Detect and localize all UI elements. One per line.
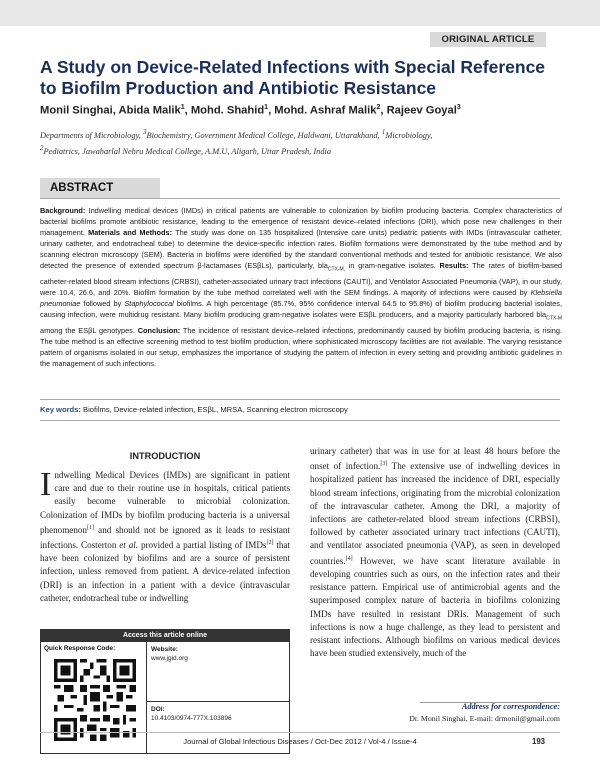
qr-code-icon[interactable]: [54, 659, 136, 741]
citation: [2]: [266, 540, 274, 547]
author-list: Monil Singhai, Abida Malik$^1$, Mohd. Shahid$^1$, Mohd. Ashraf Malik$^2$, Rajeev Goyal$^3$: [40, 104, 461, 117]
article-title: A Study on Device-Related Infections with Special Reference to Biofilm Production and Antibiotic Resistance: [40, 57, 546, 98]
body-column-left: [40, 466, 291, 605]
drop-cap: I: [40, 466, 52, 503]
keywords: [40, 405, 348, 414]
intro-text: However, we have scant literature available in developing countries such as ours, on the infection rates and their resistance pattern. Empirical use of antimicrobial agents and the superimposed complex nature of bacteria in biofilms colonizing IMDs have resulted in resistant DRIs. Management of such infections is now a huge challenge, as they lead to persistent and resistant infections. Although biofilms on various medical devices have been studied extensively, much of the: [310, 555, 560, 659]
keywords-text: Biofilms, Device-related infection, ESβL, MRSA, Scanning electron microscopy: [80, 405, 348, 414]
article-type-tag: ORIGINAL ARTICLE: [430, 32, 546, 47]
abstract-italic: Klebsiella pneumoniae: [40, 288, 562, 309]
author-2-sup: 1: [180, 104, 185, 111]
affiliations: [40, 126, 560, 158]
body-column-right: [310, 445, 560, 660]
author-2: Abida Malik: [118, 104, 181, 117]
footer-divider: [40, 732, 560, 733]
abstract-sub: CTX-M,: [327, 266, 346, 273]
abstract-heading: ABSTRACT: [40, 178, 160, 198]
author-1: Monil Singhai,: [40, 104, 116, 117]
keywords-label: Key words:: [40, 405, 81, 414]
affiliation-sup: 3: [142, 128, 147, 136]
affiliation-sup: 2: [40, 143, 44, 152]
affiliation-text: Pediatrics, Jawaharlal Nehru Medical College, A.M.U, Aligarh, Uttar Pradesh, India: [43, 146, 332, 156]
correspondence-heading: Address for correspondence:: [461, 702, 560, 711]
abstract-italic: Staphylococcal: [124, 299, 174, 309]
access-online-box: [40, 629, 290, 754]
keywords-divider-bottom: [40, 420, 560, 421]
intro-text: ndwelling Medical Devices (IMDs) are significant in patient care and due to their routine use in hospitals, critical patients easily become vulnerable to microbial colonization. Colonization of IMDs by biofilm producing bacteria is a universal phenomenon: [40, 470, 290, 535]
intro-text: that have been colonized by biofilms and are a source of persistent infection, unless removed from patient. A device-related infection (DRI) is an infection in a patient with a device (intravascular catheter, endotracheal tube or indwelling: [40, 540, 291, 603]
abstract-body: [40, 205, 562, 369]
abstract-results-text: The rates of biofilm-based catheter-related blood stream infections (CRBSI), catheter-associated urinary tract infections (CAUTI), and Ventilator Associated Pneumonia (VAP), in our study, were 10.4, 26.6, and 20%. Biofilm formation by the tube method correlated well with the SEM findings. A majority of infections were caused by: [40, 261, 562, 298]
intro-text: urinary catheter) that was in use for at least 48 hours before the onset of infection.: [310, 446, 560, 472]
website-section: [147, 642, 289, 702]
affiliation-sup: 1: [381, 128, 386, 136]
abstract-methods-text-2: in gram-negative isolates.: [345, 261, 440, 271]
author-5-sup: 3: [456, 104, 461, 111]
abstract-methods-text: The study was done on 135 hospitalized (Intensive care units) pediatric patients with IMDs (intravascular catheter, urinary catheter, and endotracheal tube) to determine the device-specific infection rates. Biofilm formations were demonstrated by the tube method and by scanning electron microscopy (SEM). Bacteria in biofilms were identified by the standard conventional methods and tested for antibiotic resistance. We also detected the presence of extended spectrum β-lactamases (ESβLs), particularly, bla: [40, 228, 562, 271]
top-header-bar: [0, 0, 600, 26]
doi-link[interactable]: 10.4103/0974-777X.103896: [151, 715, 232, 722]
intro-text: and should not be ignored as it leads to resistant infections. Costerton: [40, 524, 290, 551]
affiliation-text: Departments of Microbiology,: [40, 130, 143, 140]
abstract-results-text-4: among the ESβL genotypes.: [40, 325, 138, 335]
website-label: Website:: [151, 646, 178, 653]
citation: [3]: [380, 461, 388, 468]
affiliation-text: Microbiology,: [385, 130, 433, 140]
author-3: Mohd. Shahid: [190, 104, 265, 117]
abstract-background-text: Indwelling medical devices (IMDs) in critical patients are vulnerable to colonization by biofilm producing bacteria. Complex characteristics of bacterial biofilms promote antibiotic resistance, leading to the emergence of resistant device–related infections (DRI), which pose new challenges in their management.: [40, 206, 562, 238]
intro-italic: et al.: [119, 540, 139, 551]
author-5: Rajeev Goyal: [386, 104, 457, 117]
abstract-methods-label: Materials and Methods:: [88, 228, 173, 238]
intro-text: provided a partial listing of IMDs: [138, 540, 267, 551]
page-number: 193: [532, 737, 546, 746]
author-4-sup: 2: [376, 104, 381, 111]
access-box-heading: Access this article online: [41, 630, 289, 642]
correspondence-text: Dr. Monil Singhai, E-mail: drmonil@gmail.com: [409, 714, 560, 723]
affiliation-text: Biochemistry, Government Medical College, Haldwani, Uttarakhand,: [146, 130, 382, 140]
author-4: Mohd. Ashraf Malik: [274, 104, 377, 117]
qr-label: Quick Response Code:: [44, 645, 116, 652]
citation: [4]: [345, 555, 353, 562]
abstract-results-label: Results:: [439, 261, 469, 271]
website-link[interactable]: www.jgid.org: [151, 655, 188, 662]
journal-footer: Journal of Global Infectious Diseases / Oct-Dec 2012 / Vol-4 / Issue-4: [183, 737, 417, 746]
intro-text: The extensive use of indwelling devices in hospitalized patient has increased the incidence of DRI, especially blood stream infections, originating from the microbial colonization of the intravascular catheter. Among the DRI, a majority of infections are catheter-related blood stream infections (CRBSI), followed by catheter associated urinary tract infections (CAUTI), and ventilator associated pneumonia (VAP), as seen in developed countries.: [310, 461, 560, 566]
abstract-background-label: Background:: [40, 206, 86, 215]
keywords-divider-top: [40, 399, 560, 400]
introduction-heading: INTRODUCTION: [129, 451, 201, 461]
author-3-sup: 1: [264, 104, 269, 111]
abstract-divider: [40, 198, 560, 199]
abstract-conclusion-label: Conclusion:: [137, 325, 181, 335]
abstract-conclusion-text: The incidence of resistant device–related infections, predominantly caused by biofilm producing bacteria, is rising. The tube method is an effective screening method to test biofilm production, where sophisticated microscopy facilities are not available. The varying resistance pattern of organisms isolated in our setup, emphasizes the importance of studying the pattern of infection in every setting and providing antibiotic guidelines in the management of such infections.: [40, 325, 562, 369]
abstract-results-text-2: followed by: [80, 299, 125, 309]
citation: [1]: [86, 524, 94, 531]
abstract-sub: CTX-M: [546, 315, 562, 322]
doi-label: DOI:: [151, 706, 165, 713]
abstract-results-text-3: biofilms. A high percentage (85.7%, 95% confidence interval 64.5 to 95.8%) of biofilm producing bacterial isolates, causing infection, were multidrug resistant. Many biofilm producing gram-negative isolates were ESβL producers, and a majority particularly harbored bla: [40, 299, 563, 320]
